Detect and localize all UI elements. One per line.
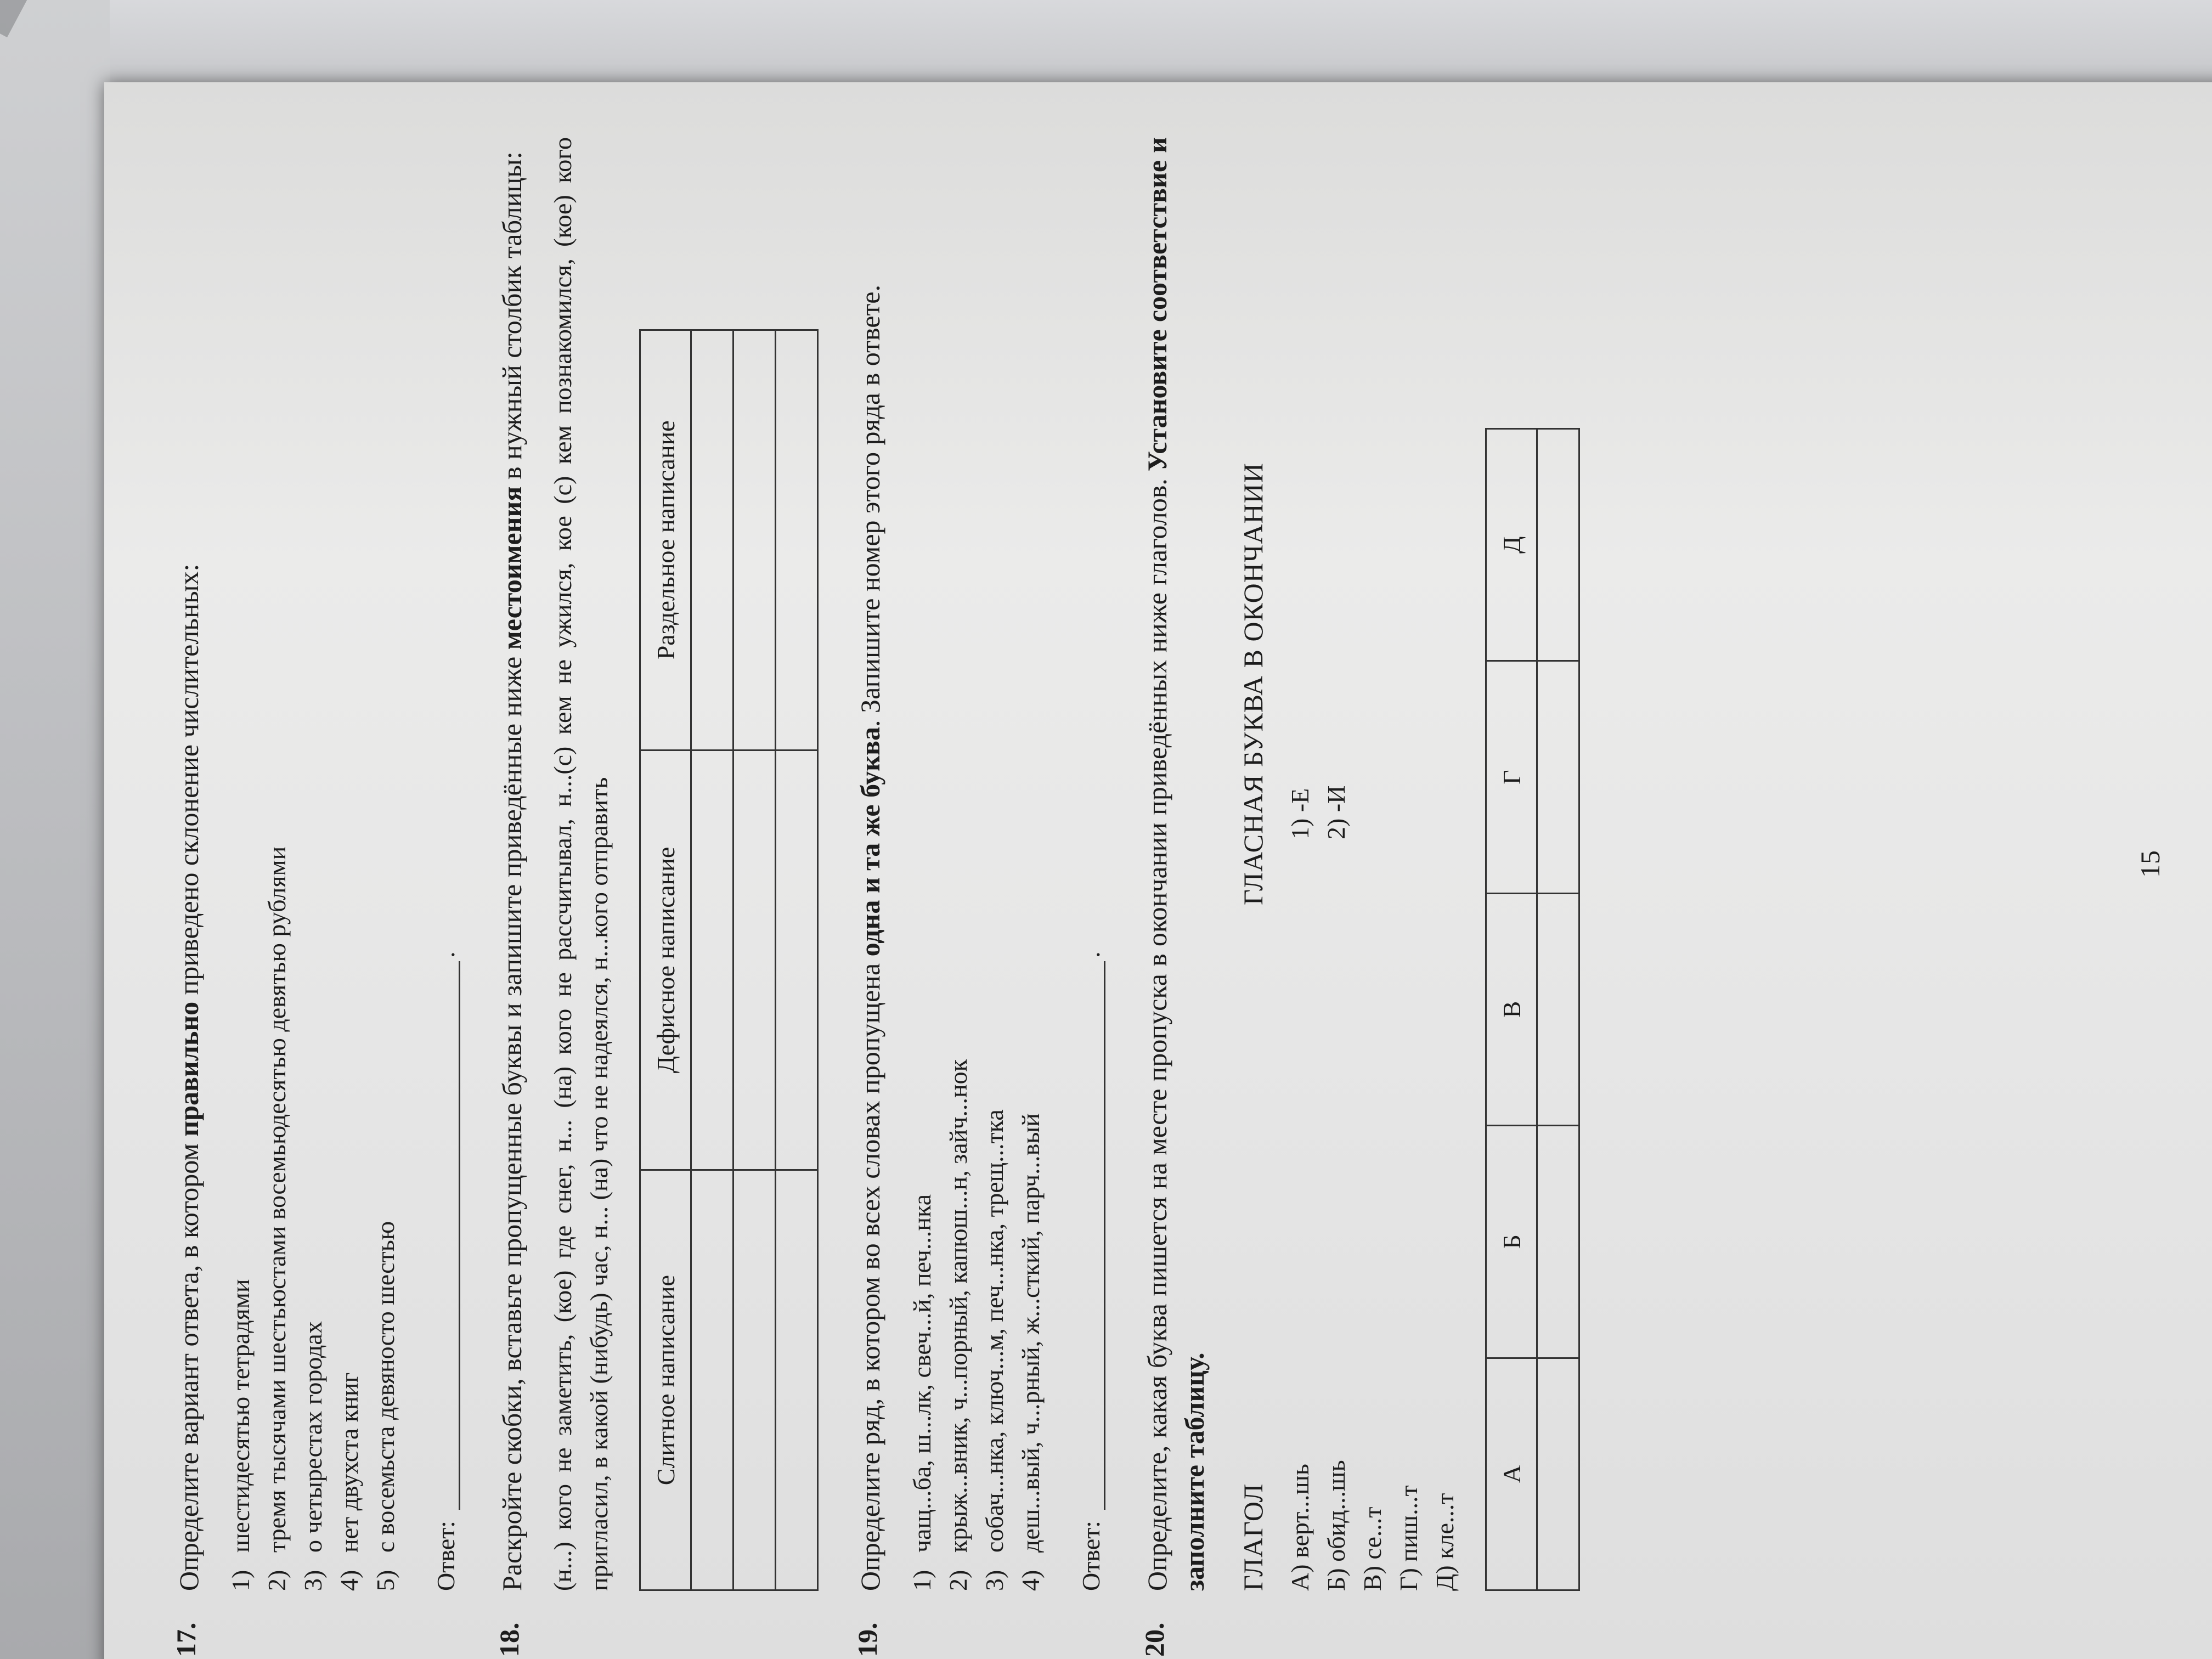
table-row [776,330,818,1590]
table-row [1537,429,1579,1590]
table-cell[interactable] [733,1170,776,1590]
option-text: крыж...вник, ч...порный, капюш...н, зайч...нок [944,1059,972,1553]
prompt-bold: правильно [173,1001,204,1137]
column-heading: ГЛАСНАЯ БУКВА В ОКОНЧАНИИ [1238,462,1268,905]
table-cell[interactable] [691,330,733,751]
option-item [1013,137,1049,1591]
prompt-text-end: в нужный столбик таблицы: [496,151,527,487]
prompt-text: Раскройте скобки, вставьте пропущенные буквы и запишите приведённые ниже [496,650,527,1591]
prompt-text: Определите ряд, в котором во всех словах пропущена [855,956,885,1591]
worksheet-page [104,82,2212,1659]
answer-row [1076,137,1105,1591]
matching-block [1235,137,1463,1591]
option-text: тремя тысячами шестьюстами восемьюдесятью девятью рублями [263,846,291,1553]
option-text: деш...вый, ч...рный, ж...сткий, парч...вый [1017,1113,1045,1553]
option-list [223,137,404,1591]
table-cell[interactable] [691,750,733,1170]
table-cell[interactable] [776,750,818,1170]
option-item [295,137,331,1591]
option-text: чащ...ба, ш...лк, свеч...й, печ...нка [908,1194,936,1553]
prompt-text-end: приведено склонение числительных: [173,563,204,1002]
task-prompt [170,137,207,1591]
option-number: 5) [371,1570,399,1591]
table-cell[interactable] [1537,1126,1579,1358]
table-header: Д [1486,429,1537,661]
spelling-table [639,329,819,1591]
column-heading: ГЛАГОЛ [1238,1483,1268,1591]
option-text: шестидесятью тетрадями [227,1279,255,1553]
word-list: (н...) кого не заметить, (кое) где снег, н... (на) кого не рассчитывал, н...(с) кем не ужился, кое (с) кем познакомился, (кое) кого пригласил, в какой (нибудь) час, н... (на) что не надеялся, н...кого отправить [549,137,613,1591]
task-number: 19. [852,1622,883,1657]
table-header: Раздельное написание [640,330,691,751]
page-number: 15 [2135,850,2165,878]
option-number: 2) [263,1570,291,1591]
task-17 [170,137,460,1657]
answer-label: Ответ: [432,1520,460,1591]
table-header: А [1486,1358,1537,1590]
option-text: с восемьста девяносто шестью [371,1221,399,1553]
prompt-bold: одна и та же буква [855,726,885,957]
task-19 [851,137,1105,1657]
answer-blank[interactable] [431,961,460,1510]
table-row [733,330,776,1590]
table-cell[interactable] [733,330,776,751]
answer-dot: . [1077,951,1105,958]
table-cell[interactable] [1537,1358,1579,1590]
option-item [977,137,1013,1591]
prompt-text: Определите вариант ответа, в котором [173,1136,204,1591]
table-cell[interactable] [1537,429,1579,661]
answer-dot: . [432,951,460,958]
prompt-text: Определите, какая буква пишется на месте пропуска в окончании приведённых ниже глаголов. [1142,471,1172,1591]
letter-item: 2) -И [1322,785,1350,839]
verb-item: Д) кле...т [1431,1493,1459,1591]
letter-item: 1) -Е [1286,788,1314,839]
task-number: 17. [171,1622,201,1657]
table-row [691,330,733,1590]
page-content [170,137,1613,1657]
table-cell[interactable] [1537,893,1579,1125]
answer-label: Ответ: [1077,1520,1105,1591]
task-20 [1138,137,1580,1657]
option-text: о четырестах городах [299,1321,327,1553]
verb-item: В) се...т [1358,1506,1386,1591]
table-header: Дефисное написание [640,750,691,1170]
option-item [331,137,368,1591]
prompt-bold: Установите соответствие и заполните таблицу. [1142,137,1210,1591]
table-cell[interactable] [776,1170,818,1590]
task-prompt [493,137,531,1591]
answer-blank[interactable] [1076,961,1105,1510]
verb-item: Б) обид...шь [1322,1460,1350,1591]
option-number: 3) [980,1570,1008,1591]
table-cell[interactable] [776,330,818,751]
answer-table [1485,428,1580,1591]
task-number: 20. [1139,1622,1170,1657]
option-text: собач...нка, ключ...м, печ...нка, трещ...тка [980,1109,1008,1553]
option-item [223,137,259,1591]
table-header: В [1486,893,1537,1125]
task-number: 18. [494,1622,524,1657]
option-list [904,137,1049,1591]
table-header: Слитное написание [640,1170,691,1590]
task-prompt [1138,137,1213,1591]
background-left [0,0,110,1659]
table-cell[interactable] [1537,661,1579,893]
option-item [904,137,940,1591]
verb-item: Г) пиш...т [1395,1485,1423,1591]
letters-column [1235,462,1463,988]
task-18 [493,137,819,1657]
table-header: Г [1486,661,1537,893]
verbs-column [1235,988,1463,1591]
option-number: 1) [908,1570,936,1591]
option-number: 2) [944,1570,972,1591]
letter-options [1282,462,1355,905]
option-number: 4) [1017,1570,1045,1591]
answer-row [431,137,460,1591]
option-item [368,137,404,1591]
verb-item: А) верт...шь [1286,1464,1314,1591]
option-item [259,137,295,1591]
prompt-bold: местоимения [496,486,527,650]
table-cell[interactable] [733,750,776,1170]
option-text: нет двухста книг [335,1372,363,1553]
option-number: 3) [299,1570,327,1591]
option-number: 4) [335,1570,363,1591]
table-cell[interactable] [691,1170,733,1590]
prompt-text-end: . Запишите номер этого ряда в ответе. [855,285,885,727]
task-prompt [851,137,889,1591]
table-header: Б [1486,1126,1537,1358]
option-number: 1) [227,1570,255,1591]
option-item [940,137,977,1591]
